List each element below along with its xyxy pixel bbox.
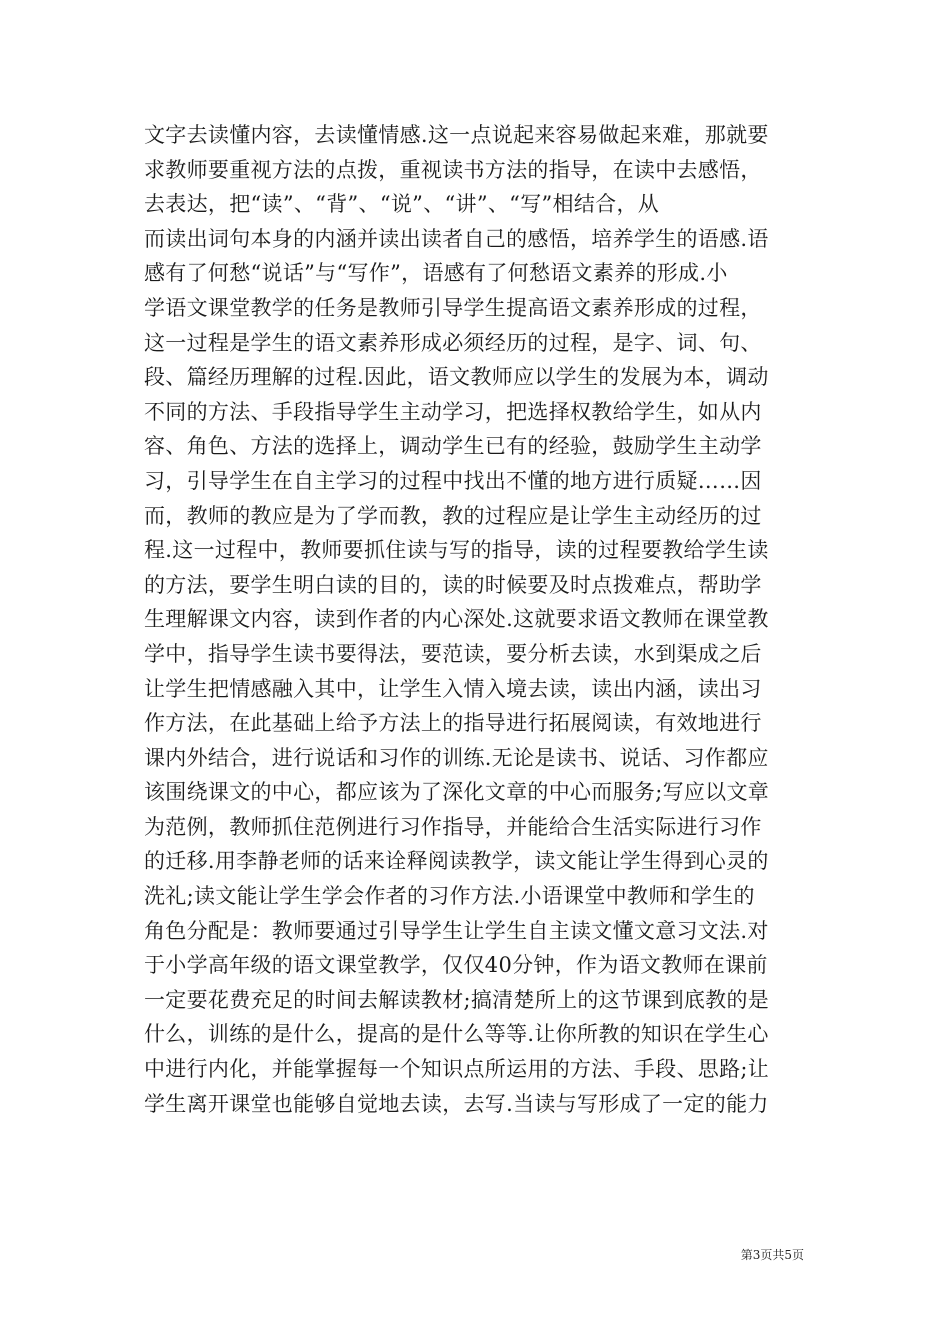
text-line: 为范例，教师抓住范例进行习作指导，并能给合生活实际进行习作	[144, 814, 762, 839]
text-line: 容、角色、方法的选择上，调动学生已有的经验，鼓励学生主动学	[144, 434, 762, 459]
text-line: 让学生把情感融入其中，让学生入情入境去读，读出内涵，读出习	[144, 676, 762, 701]
text-line: 求教师要重视方法的点拨，重视读书方法的指导，在读中去感悟，	[144, 157, 762, 182]
text-line: 什么，训练的是什么，提高的是什么等等.让你所教的知识在学生心	[144, 1022, 769, 1047]
text-line: 而，教师的教应是为了学而教，教的过程应是让学生主动经历的过	[144, 503, 762, 528]
text-line: 角色分配是：教师要通过引导学生让学生自主读文懂文意习文法.对	[144, 918, 769, 943]
text-line: 的方法，要学生明白读的目的，读的时候要及时点拨难点，帮助学	[144, 572, 762, 597]
text-line: 该围绕课文的中心，都应该为了深化文章的中心而服务;写应以文章	[144, 780, 770, 805]
text-line: 程.这一过程中，教师要抓住读与写的指导，读的过程要教给学生读	[144, 538, 769, 563]
text-line: 洗礼;读文能让学生学会作者的习作方法.小语课堂中教师和学生的	[144, 884, 755, 909]
text-line: 文字去读懂内容，去读懂情感.这一点说起来容易做起来难，那就要	[144, 123, 769, 147]
text-line: 中进行内化，并能掌握每一个知识点所运用的方法、手段、思路;让	[144, 1057, 770, 1082]
text-line: 生理解课文内容，读到作者的内心深处.这就要求语文教师在课堂教	[144, 607, 769, 632]
text-line: 而读出词句本身的内涵并读出读者自己的感悟，培养学生的语感.语	[144, 226, 769, 251]
text-line: 不同的方法、手段指导学生主动学习，把选择权教给学生，如从内	[144, 399, 762, 424]
text-line: 于小学高年级的语文课堂教学，仅仅40分钟，作为语文教师在课前	[144, 953, 768, 978]
text-line: 这一过程是学生的语文素养形成必须经历的过程，是字、词、句、	[144, 330, 762, 355]
text-line: 去表达，把“读”、“背”、“说”、“讲”、“写”相结合，从	[144, 192, 660, 217]
text-line: 课内外结合，进行说话和习作的训练.无论是读书、说话、习作都应	[144, 745, 769, 770]
text-line: 习，引导学生在自主学习的过程中找出不懂的地方进行质疑……因	[144, 468, 762, 493]
text-line: 学生离开课堂也能够自觉地去读，去写.当读与写形成了一定的能力	[144, 1091, 769, 1116]
text-line: 作方法，在此基础上给予方法上的指导进行拓展阅读，有效地进行	[144, 711, 762, 736]
body-text	[144, 118, 814, 1121]
text-line: 学语文课堂教学的任务是教师引导学生提高语文素养形成的过程，	[144, 295, 762, 320]
page-number: 第3页共5页	[740, 1248, 804, 1262]
text-line: 段、篇经历理解的过程.因此，语文教师应以学生的发展为本，调动	[144, 365, 769, 390]
text-line: 一定要花费充足的时间去解读教材;搞清楚所上的这节课到底教的是	[144, 987, 770, 1012]
text-line: 学中，指导学生读书要得法，要范读，要分析去读，水到渠成之后	[144, 641, 762, 666]
text-line: 的迁移.用李静老师的话来诠释阅读教学，读文能让学生得到心灵的	[144, 849, 769, 874]
text-line: 感有了何愁“说话”与“写作”，语感有了何愁语文素养的形成.小	[144, 261, 728, 286]
